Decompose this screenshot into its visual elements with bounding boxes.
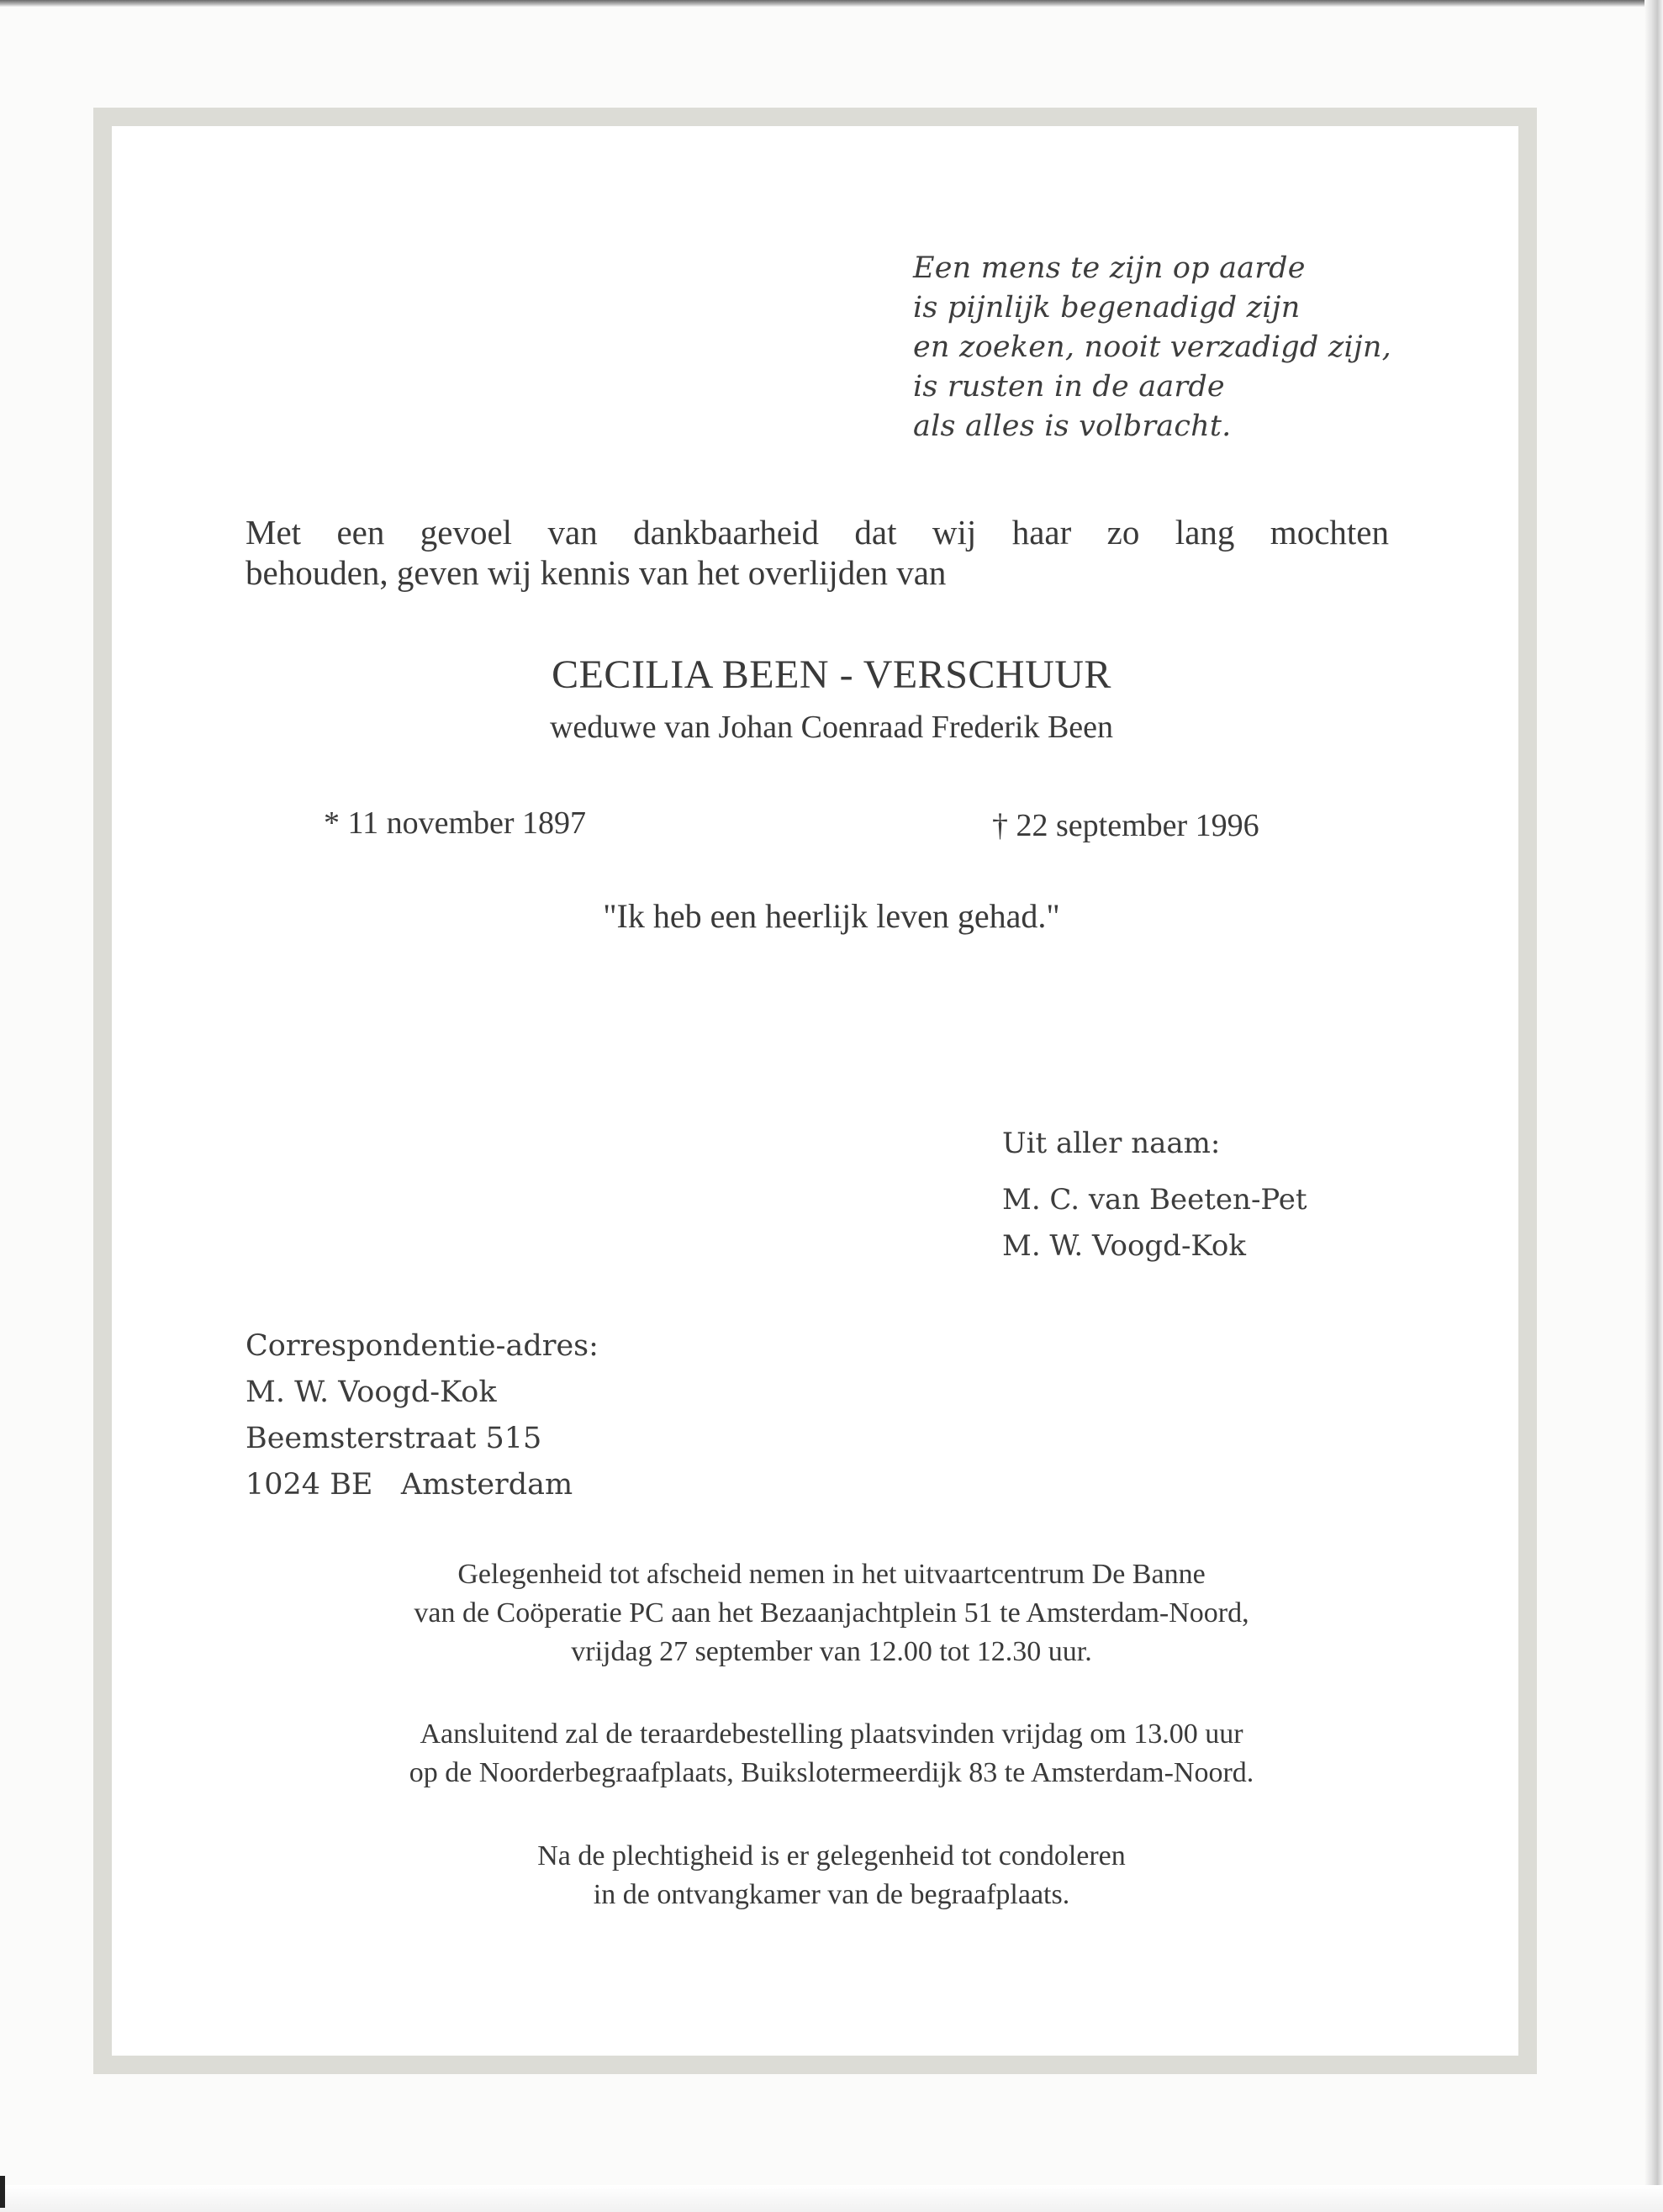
correspondence-street: Beemsterstraat 515	[245, 1422, 542, 1455]
condolence-info	[0, 1837, 1663, 1914]
signer-name: M. W. Voogd-Kok	[1002, 1229, 1246, 1263]
farewell-line: vrijdag 27 september van 12.00 tot 12.30 uur.	[571, 1636, 1092, 1667]
scan-edge-mark	[0, 2176, 5, 2208]
deceased-name: CECILIA BEEN - VERSCHUUR	[552, 652, 1111, 697]
burial-line: op de Noorderbegraafplaats, Buikslotermeerdijk 83 te Amsterdam-Noord.	[409, 1757, 1254, 1788]
correspondence-heading: Correspondentie-adres:	[245, 1329, 599, 1363]
announcement-intro	[245, 512, 1389, 593]
signers-heading: Uit aller naam:	[1002, 1127, 1221, 1160]
poem-line: als alles is volbracht.	[913, 409, 1232, 443]
paper-torn-edge-top	[0, 0, 1663, 7]
condolence-line: in de ontvangkamer van de begraafplaats.	[593, 1879, 1070, 1910]
farewell-info	[0, 1555, 1663, 1671]
correspondence-name: M. W. Voogd-Kok	[245, 1375, 497, 1409]
poem-line: en zoeken, nooit verzadigd zijn,	[913, 330, 1391, 364]
deceased-quote: "Ik heb een heerlijk leven gehad."	[603, 897, 1060, 935]
correspondence-city: 1024 BE Amsterdam	[245, 1468, 573, 1502]
farewell-line: van de Coöperatie PC aan het Bezaanjachtplein 51 te Amsterdam-Noord,	[414, 1597, 1249, 1629]
farewell-line: Gelegenheid tot afscheid nemen in het uitvaartcentrum De Banne	[457, 1559, 1206, 1590]
intro-line-2: behouden, geven wij kennis van het overlijden van	[245, 553, 947, 592]
poem-line: Een mens te zijn op aarde	[913, 251, 1306, 285]
burial-info	[0, 1715, 1663, 1792]
poem-line: is pijnlijk begenadigd zijn	[913, 291, 1301, 325]
poem	[913, 249, 1391, 446]
condolence-line: Na de plechtigheid is er gelegenheid tot condoleren	[537, 1840, 1126, 1871]
paper-edge-bottom	[0, 2185, 1663, 2212]
burial-line: Aansluitend zal de teraardebestelling plaatsvinden vrijdag om 13.00 uur	[420, 1718, 1243, 1750]
signers	[1002, 1127, 1307, 1270]
birth-date: * 11 november 1897	[324, 805, 587, 841]
death-date: † 22 september 1996	[992, 808, 1259, 843]
poem-line: is rusten in de aarde	[913, 370, 1225, 404]
signer-name: M. C. van Beeten-Pet	[1002, 1183, 1307, 1217]
widow-of: weduwe van Johan Coenraad Frederik Been	[549, 710, 1114, 745]
correspondence-address	[245, 1323, 599, 1508]
intro-line-1: Met een gevoel van dankbaarheid dat wij haar zo lang mochten	[245, 513, 1389, 552]
